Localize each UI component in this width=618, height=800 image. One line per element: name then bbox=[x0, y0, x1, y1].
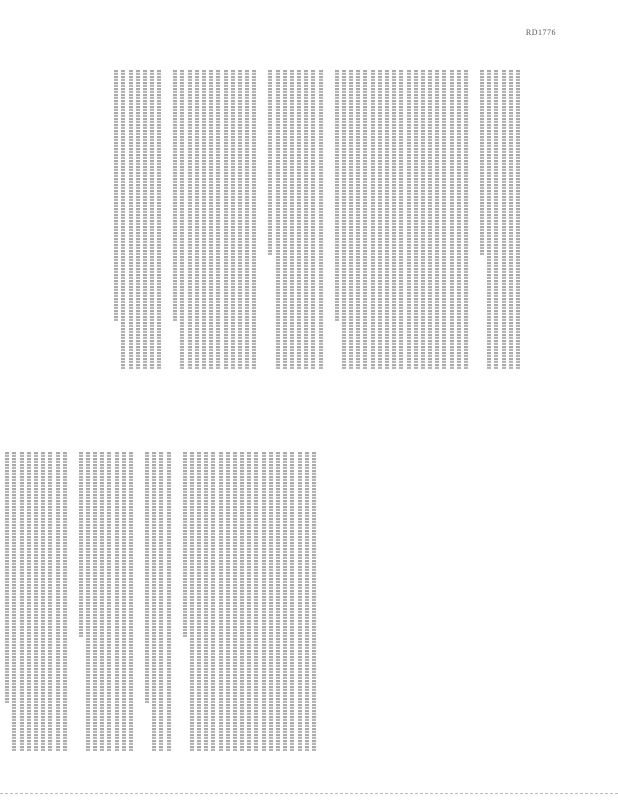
text-line bbox=[190, 452, 194, 752]
text-line bbox=[183, 452, 187, 638]
text-line bbox=[152, 452, 156, 752]
text-line bbox=[516, 70, 520, 370]
text-line bbox=[93, 452, 97, 752]
text-line bbox=[12, 452, 16, 752]
text-line bbox=[385, 70, 389, 370]
text-line bbox=[157, 70, 161, 370]
text-line bbox=[392, 70, 396, 370]
text-line bbox=[238, 70, 242, 370]
text-line bbox=[363, 70, 367, 370]
text-line bbox=[79, 452, 83, 638]
text-column-lower bbox=[0, 452, 316, 752]
text-line bbox=[129, 452, 133, 752]
text-line bbox=[421, 70, 425, 370]
text-line bbox=[27, 452, 31, 752]
text-line bbox=[216, 70, 220, 370]
text-line bbox=[48, 452, 52, 752]
text-line bbox=[34, 452, 38, 752]
text-line bbox=[319, 70, 323, 370]
paragraph bbox=[114, 70, 161, 370]
text-line bbox=[108, 452, 112, 752]
text-line bbox=[41, 452, 45, 752]
text-line bbox=[464, 70, 468, 370]
text-line bbox=[312, 452, 316, 752]
paragraph bbox=[173, 70, 256, 370]
text-line bbox=[114, 70, 118, 322]
text-line bbox=[195, 70, 199, 370]
text-line bbox=[188, 70, 192, 370]
text-line bbox=[290, 452, 294, 752]
text-line bbox=[443, 70, 447, 370]
text-line bbox=[226, 452, 230, 752]
paragraph bbox=[5, 452, 67, 752]
text-line bbox=[145, 452, 149, 704]
text-line bbox=[414, 70, 418, 370]
text-line bbox=[245, 70, 249, 370]
text-line bbox=[297, 70, 301, 370]
text-line bbox=[502, 70, 506, 370]
text-line bbox=[202, 70, 206, 370]
text-line bbox=[457, 70, 461, 370]
text-line bbox=[342, 70, 346, 370]
text-line bbox=[356, 70, 360, 370]
text-line bbox=[268, 70, 272, 256]
text-line bbox=[283, 452, 287, 752]
page-bottom-rule bbox=[0, 793, 618, 794]
text-line bbox=[298, 452, 302, 752]
text-line bbox=[197, 452, 201, 752]
text-line bbox=[129, 70, 133, 370]
text-line bbox=[233, 452, 237, 752]
text-line bbox=[509, 70, 513, 370]
paragraph bbox=[183, 452, 316, 752]
text-line bbox=[494, 70, 498, 370]
text-line bbox=[335, 70, 339, 322]
text-line bbox=[399, 70, 403, 370]
text-line bbox=[290, 70, 294, 370]
text-line bbox=[115, 452, 119, 752]
text-line bbox=[209, 70, 213, 370]
text-line bbox=[231, 70, 235, 370]
text-line bbox=[283, 70, 287, 370]
text-line bbox=[262, 452, 266, 752]
text-line bbox=[86, 452, 90, 752]
text-line bbox=[407, 70, 411, 370]
text-line bbox=[143, 70, 147, 370]
text-line bbox=[56, 452, 60, 752]
paragraph bbox=[145, 452, 171, 752]
text-line bbox=[159, 452, 163, 752]
paragraph bbox=[480, 70, 520, 370]
paragraph bbox=[335, 70, 468, 370]
text-line bbox=[211, 452, 215, 752]
text-line bbox=[224, 70, 228, 370]
text-line bbox=[487, 70, 491, 370]
text-line bbox=[276, 452, 280, 752]
text-line bbox=[247, 452, 251, 752]
text-line bbox=[204, 452, 208, 752]
text-line bbox=[173, 70, 177, 322]
text-line bbox=[371, 70, 375, 370]
text-line bbox=[428, 70, 432, 370]
text-line bbox=[435, 70, 439, 370]
text-line bbox=[100, 452, 104, 752]
text-line bbox=[5, 452, 9, 704]
text-line bbox=[136, 70, 140, 370]
text-column-upper bbox=[102, 70, 520, 370]
text-line bbox=[63, 452, 67, 752]
text-line bbox=[378, 70, 382, 370]
text-line bbox=[122, 452, 126, 752]
document-id: RD1776 bbox=[525, 28, 556, 37]
text-line bbox=[480, 70, 484, 256]
text-line bbox=[255, 452, 259, 752]
text-line bbox=[269, 452, 273, 752]
text-line bbox=[450, 70, 454, 370]
paragraph bbox=[79, 452, 133, 752]
text-line bbox=[240, 452, 244, 752]
text-line bbox=[181, 70, 185, 370]
text-line bbox=[305, 452, 309, 752]
text-line bbox=[312, 70, 316, 370]
text-line bbox=[276, 70, 280, 370]
text-line bbox=[167, 452, 171, 752]
text-line bbox=[304, 70, 308, 370]
text-line bbox=[150, 70, 154, 370]
text-line bbox=[252, 70, 256, 370]
text-line bbox=[349, 70, 353, 370]
text-line bbox=[20, 452, 24, 752]
text-line bbox=[121, 70, 125, 370]
paragraph bbox=[268, 70, 322, 370]
text-line bbox=[219, 452, 223, 752]
